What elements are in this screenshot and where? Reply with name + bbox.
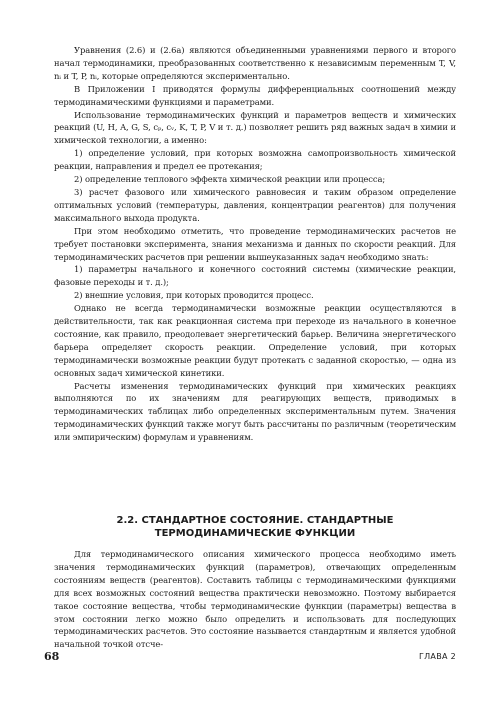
chapter-label: ГЛАВА 2 (418, 652, 456, 661)
paragraph: Уравнения (2.6) и (2.6а) являются объединенными уравнениями первого и второго начал термодинамики, преобразованных соответственно к независимым переменным T, V, nᵢ и T, P, nᵢ, которые определяются экспериментально. (54, 45, 456, 81)
list-item: 3) расчет фазового или химического равновесия и таким образом определение оптимальных условий (температуры, давления, концентрации реагентов) для получения максимального выхода продукта. (54, 186, 456, 223)
section-heading-line-1: 2.2. СТАНДАРТНОЕ СОСТОЯНИЕ. СТАНДАРТНЫЕ (116, 515, 394, 526)
body-text (54, 44, 456, 444)
paragraph: В Приложении I приводятся формулы дифференциальных соотношений между термодинамическими функциями и параметрами. (54, 83, 456, 107)
paragraph: Использование термодинамических функций и параметров веществ и химических реакций (U, H, A, G, S, cₚ, cᵥ, K, T, P, V и т. д.) позволяет решить ряд важных задач в химии и химической технологии, а именно: (54, 109, 456, 146)
section-heading-line-2: ТЕРМОДИНАМИЧЕСКИЕ ФУНКЦИИ (154, 528, 356, 539)
paragraph: Однако не всегда термодинамически возможные реакции осуществляются в действительности, так как реакционная система при переходе из начального в конечное состояние, как правило, преодолевает энергетический барьер. Величина энергетического барьера определяет скорость реакции. Определение условий, при которых термодинамически возможные реакции будут протекать с заданной скоростью, — одна из основных задач химической кинетики. (54, 303, 456, 378)
list-item: 1) параметры начального и конечного состояний системы (химические реакции, фазовые переходы и т. д.); (54, 264, 456, 288)
section-heading (54, 514, 456, 540)
list-item: 2) внешние условия, при которых проводится процесс. (74, 290, 314, 301)
list-item: 1) определение условий, при которых возможна самопроизвольность химической реакции, направления и предел ее протекания; (54, 148, 456, 172)
list-item: 2) определение теплового эффекта химической реакции или процесса; (74, 174, 386, 185)
paragraph: Для термодинамического описания химического процесса необходимо иметь значения термодинамических функций (параметров), отвечающих определенным состояниям веществ (реагентов). Составить таблицы с термодинамическими функциями для всех возможных состояний вещества практически невозможно. Поэтому выбирается такое состояние вещества, чтобы термодинамические функции (параметры) вещества в этом состоянии легко можно было определить и использовать для последующих термодинамических расчетов. Это состояние называется стандартным и является удобной начальной точкой отсче- (54, 549, 456, 650)
paragraph: При этом необходимо отметить, что проведение термодинамических расчетов не требует постановки эксперимента, знания механизма и данных по скорости реакций. Для термодинамических расчетов при решении вышеуказанных задач необходимо знать: (54, 225, 456, 262)
page-number: 68 (44, 650, 60, 663)
paragraph: Расчеты изменения термодинамических функций при химических реакциях выполняются по их значениям для реагирующих веществ, приводимых в термодинамических таблицах либо определенных экспериментальным путем. Значения термодинамических функций также могут быть рассчитаны по различным (теоретическим или эмпирическим) формулам и уравнениям. (54, 380, 456, 443)
section-text (54, 548, 456, 651)
